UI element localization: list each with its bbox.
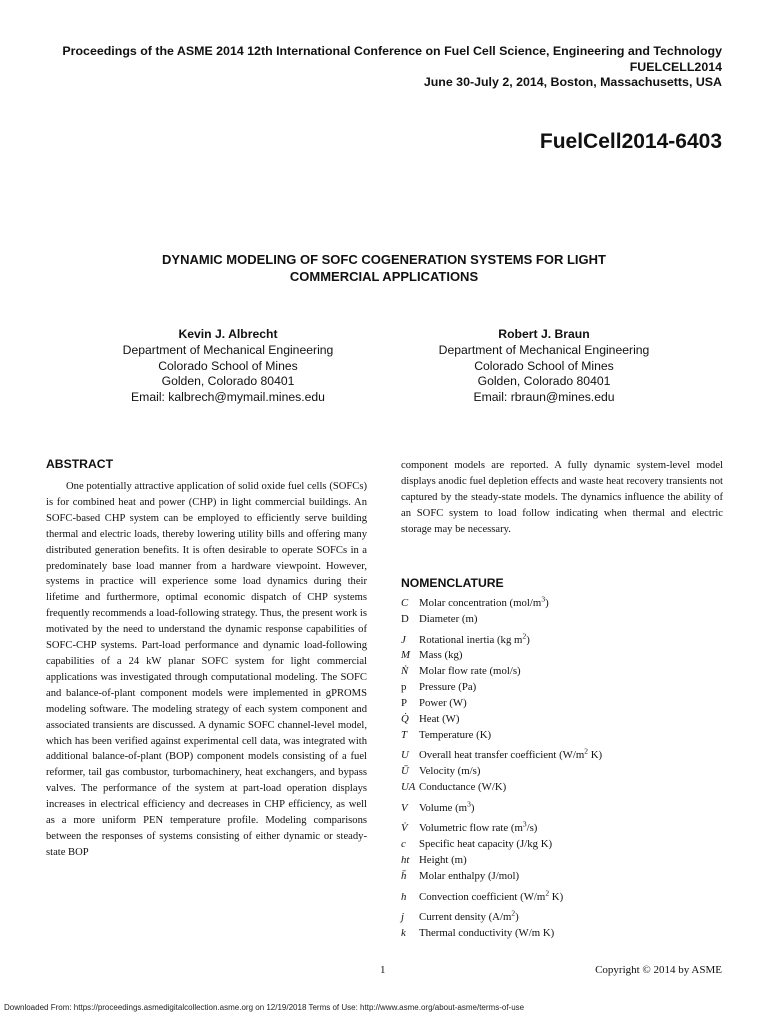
nomenclature-definition bbox=[419, 665, 521, 677]
nomenclature-definition bbox=[419, 594, 549, 610]
nomenclature-symbol: c bbox=[401, 838, 406, 851]
nomenclature-item bbox=[401, 612, 723, 628]
nomenclature-definition-text: Diameter (m) bbox=[419, 613, 478, 626]
nomenclature-definition bbox=[419, 630, 530, 646]
nomenclature-definition bbox=[419, 613, 477, 625]
nomenclature-superscript: 2 bbox=[522, 630, 527, 640]
nomenclature-definition-tail: K) bbox=[549, 890, 564, 903]
nomenclature-superscript: 2 bbox=[584, 746, 589, 756]
conference-acronym: FUELCELL2014 bbox=[629, 59, 722, 74]
nomenclature-definition bbox=[419, 908, 519, 923]
nomenclature-superscript: 2 bbox=[545, 887, 550, 897]
nomenclature-item bbox=[401, 680, 723, 696]
nomenclature-item bbox=[401, 837, 723, 853]
nomenclature-definition-text: Volumetric flow rate (m bbox=[419, 822, 523, 835]
nomenclature-definition bbox=[419, 729, 491, 741]
author-city: Golden, Colorado 80401 bbox=[477, 374, 611, 389]
nomenclature-symbol: D bbox=[401, 613, 409, 626]
nomenclature-item bbox=[401, 592, 723, 613]
paper-title bbox=[0, 251, 768, 285]
author-school: Colorado School of Mines bbox=[474, 358, 614, 373]
nomenclature-list bbox=[401, 592, 723, 942]
nomenclature-definition-text: Heat (W) bbox=[419, 713, 460, 726]
nomenclature-definition bbox=[419, 887, 564, 903]
author-city: Golden, Colorado 80401 bbox=[161, 374, 295, 389]
nomenclature-item bbox=[401, 728, 723, 744]
nomenclature-definition bbox=[419, 799, 475, 814]
nomenclature-symbol: Ṅ bbox=[401, 665, 409, 678]
abstract-text: One potentially attractive application of solid oxide fuel cells (SOFCs) is for combined heat and power (CHP) in light commercial buildings. An SOFC-based CHP system can be employed to efficiently serve building thermal and electric loads, thereby lowering utility bills and offering many distributed generation benefits. It is often desirable to operate SOFCs in a predominately base load manner from a hardware viewpoint. However, systems in practice will experience some load dynamics during their lifetime and furthermore, optimal economic dispatch of CHP systems frequently recommends a load-following strategy. Thus, the present work is motivated by the need to understand the dynamic response capabilities of SOFC-CHP systems. Part-load performance and dynamic load-following capabilities of a 24 kW planar SOFC system for light commercial applications was investigated through computational modeling. The SOFC and balance-of-plant component models were implemented in gPROMS modeling software. The modeling strategy of each system component and associated transients are discussed. A dynamic SOFC channel-level model, which has been verified against experimental cell data, was integrated with additional balance-of-plant (BOP) component models consisting of a fuel reformer, tail gas combustor, turbomachinery, heat exchangers, and bypass valves. The performance of the system at part-load operation displays increases in electrical efficiency and decreases in CHP efficiency, as well as a more uniform PEN temperature profile. Modeling comparisons between the responses of systems consisting of either dynamic or steady-state BOP bbox=[46, 481, 367, 858]
left-column bbox=[46, 457, 367, 861]
nomenclature-item bbox=[401, 764, 723, 780]
nomenclature-definition-text: Molar concentration (mol/m bbox=[419, 597, 542, 610]
nomenclature-definition-text: Volume (m bbox=[419, 801, 468, 814]
author-department: Department of Mechanical Engineering bbox=[122, 342, 334, 357]
nomenclature-symbol: Ū bbox=[401, 765, 409, 778]
nomenclature-definition bbox=[419, 765, 480, 777]
nomenclature-item bbox=[401, 796, 723, 817]
paper-id: FuelCell2014-6403 bbox=[539, 130, 722, 153]
nomenclature-definition-text: Pressure (Pa) bbox=[419, 681, 477, 694]
nomenclature-item bbox=[401, 712, 723, 728]
author-email: Email: rbraun@mines.edu bbox=[473, 390, 615, 405]
nomenclature-item bbox=[401, 885, 723, 906]
nomenclature-definition-tail: ) bbox=[515, 911, 519, 923]
copyright: Copyright © 2014 by ASME bbox=[595, 964, 722, 976]
nomenclature-item bbox=[401, 780, 723, 796]
nomenclature-definition-text: Mass (kg) bbox=[419, 649, 463, 662]
nomenclature-symbol: p bbox=[401, 681, 407, 694]
nomenclature-symbol: h bbox=[401, 890, 407, 903]
conference-name: Proceedings of the ASME 2014 12th International Conference on Fuel Cell Science, Engineering and Technology bbox=[62, 44, 722, 58]
author-school: Colorado School of Mines bbox=[158, 358, 298, 373]
nomenclature-definition bbox=[419, 697, 467, 709]
nomenclature-item bbox=[401, 744, 723, 765]
nomenclature-item bbox=[401, 696, 723, 712]
nomenclature-item bbox=[401, 905, 723, 926]
nomenclature-definition-tail: ) bbox=[545, 597, 549, 610]
nomenclature-symbol: T bbox=[401, 728, 408, 741]
nomenclature-definition bbox=[419, 870, 519, 882]
abstract-text-continued: component models are reported. A fully dynamic system-level model displays anodic fuel depletion effects and waste heat recovery transients not captured by the steady-state models. The dynamics influence the ability of an SOFC system to load follow indicating when thermal and electric storage may be necessary. bbox=[401, 460, 723, 535]
nomenclature-symbol: ht bbox=[401, 854, 410, 867]
nomenclature-definition bbox=[419, 838, 552, 850]
nomenclature-item bbox=[401, 869, 723, 885]
nomenclature-symbol: k bbox=[401, 926, 406, 939]
paper-title-line: COMMERCIAL APPLICATIONS bbox=[289, 269, 479, 284]
paper-title-line: DYNAMIC MODELING OF SOFC COGENERATION SYSTEMS FOR LIGHT bbox=[162, 252, 606, 267]
author-department: Department of Mechanical Engineering bbox=[438, 342, 650, 357]
author-email: Email: kalbrech@mymail.mines.edu bbox=[131, 390, 325, 405]
nomenclature-item bbox=[401, 853, 723, 869]
nomenclature-symbol: j bbox=[401, 911, 404, 923]
nomenclature-definition bbox=[419, 713, 459, 725]
nomenclature-item bbox=[401, 664, 723, 680]
nomenclature-item bbox=[401, 926, 723, 942]
nomenclature-definition bbox=[419, 927, 554, 939]
nomenclature-symbol: U bbox=[401, 749, 409, 762]
nomenclature-definition bbox=[419, 681, 476, 693]
nomenclature-symbol: M bbox=[401, 649, 410, 662]
right-column bbox=[401, 458, 723, 942]
nomenclature-definition-text: Height (m) bbox=[419, 854, 467, 867]
nomenclature-symbol: V bbox=[401, 801, 408, 814]
nomenclature-definition-tail: ) bbox=[470, 801, 475, 814]
nomenclature-symbol: C bbox=[401, 597, 409, 610]
abstract-heading: ABSTRACT bbox=[46, 457, 114, 471]
nomenclature-superscript: 2 bbox=[511, 908, 516, 918]
nomenclature-definition-text: Current density (A/m bbox=[419, 911, 512, 923]
nomenclature-superscript: 3 bbox=[522, 819, 527, 829]
nomenclature-symbol: Q̇ bbox=[401, 713, 409, 726]
author-block bbox=[384, 327, 704, 406]
nomenclature-definition-text: Velocity (m/s) bbox=[419, 765, 481, 778]
nomenclature-definition-text: Conductance (W/K) bbox=[419, 781, 507, 794]
nomenclature-definition-text: Temperature (K) bbox=[419, 728, 492, 741]
nomenclature-definition-text: Power (W) bbox=[419, 697, 467, 710]
nomenclature-definition bbox=[419, 819, 538, 835]
author-block bbox=[68, 327, 388, 406]
nomenclature-heading: NOMENCLATURE bbox=[401, 575, 504, 590]
nomenclature-definition bbox=[419, 649, 462, 661]
nomenclature-symbol: UA bbox=[401, 781, 416, 794]
nomenclature-item bbox=[401, 628, 723, 649]
nomenclature-definition-text: Overall heat transfer coefficient (W/m bbox=[419, 749, 585, 762]
nomenclature-definition bbox=[419, 781, 506, 793]
download-notice: Downloaded From: https://proceedings.asmedigitalcollection.asme.org on 12/19/2018 Terms of Use: http://www.asme.org/about-asme/terms-of-use bbox=[4, 1003, 525, 1012]
nomenclature-definition-text: Rotational inertia (kg m bbox=[419, 633, 523, 646]
conference-date-location: June 30-July 2, 2014, Boston, Massachusetts, USA bbox=[423, 75, 722, 89]
nomenclature-symbol: P bbox=[401, 697, 408, 710]
conference-header bbox=[22, 44, 722, 91]
nomenclature-definition-tail: /s) bbox=[526, 822, 538, 835]
nomenclature-definition-text: Molar enthalpy (J/mol) bbox=[419, 870, 520, 882]
nomenclature-definition-text: Molar flow rate (mol/s) bbox=[419, 665, 521, 678]
nomenclature-definition bbox=[419, 746, 603, 762]
nomenclature-item bbox=[401, 817, 723, 838]
nomenclature-symbol: J bbox=[401, 633, 406, 646]
nomenclature-definition-text: Thermal conductivity (W/m K) bbox=[419, 926, 555, 939]
author-name: Kevin J. Albrecht bbox=[178, 327, 278, 341]
nomenclature-definition-tail: ) bbox=[526, 633, 530, 646]
nomenclature-symbol: V̇ bbox=[401, 822, 408, 835]
page-number: 1 bbox=[380, 964, 386, 976]
nomenclature-item bbox=[401, 648, 723, 664]
nomenclature-symbol: h̄ bbox=[401, 870, 407, 882]
author-name: Robert J. Braun bbox=[498, 327, 590, 341]
nomenclature-definition bbox=[419, 854, 467, 866]
nomenclature-superscript: 3 bbox=[467, 799, 471, 809]
nomenclature-definition-text: Specific heat capacity (J/kg K) bbox=[419, 838, 553, 851]
nomenclature-definition-tail: K) bbox=[588, 749, 603, 762]
nomenclature-definition-text: Convection coefficient (W/m bbox=[419, 890, 546, 903]
nomenclature-superscript: 3 bbox=[541, 594, 546, 604]
